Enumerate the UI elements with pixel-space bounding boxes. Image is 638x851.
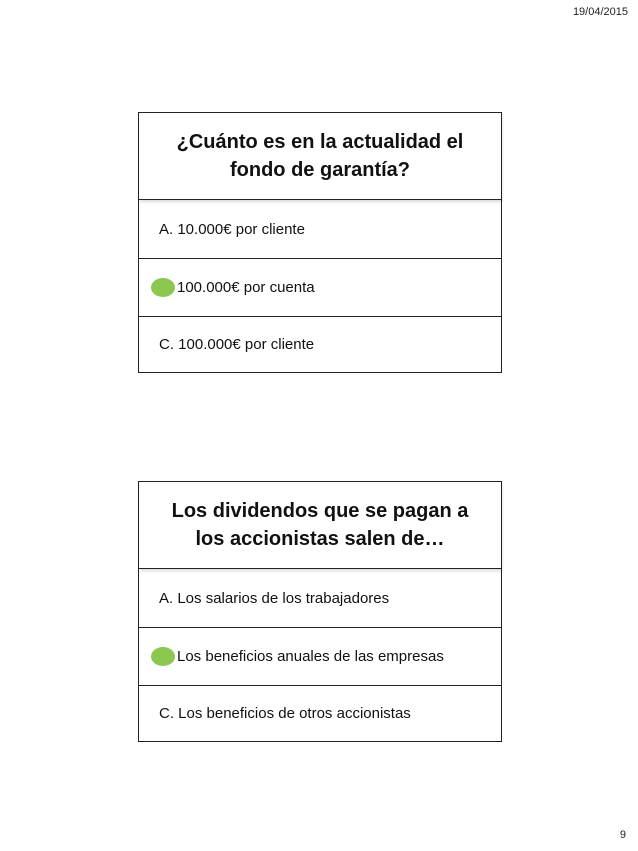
correct-answer-marker-icon bbox=[151, 647, 175, 666]
answer-option-b: Los beneficios anuales de las empresas bbox=[139, 627, 501, 685]
page-number: 9 bbox=[619, 829, 626, 841]
correct-answer-marker-icon bbox=[151, 278, 175, 297]
question-title: Los dividendos que se pagan a los accionistas salen de… bbox=[139, 481, 501, 569]
quiz-card-2 bbox=[138, 481, 502, 742]
answer-option-c: C. 100.000€ por cliente bbox=[139, 316, 501, 372]
answer-option-a: A. 10.000€ por cliente bbox=[159, 220, 305, 238]
quiz-card-1 bbox=[138, 112, 502, 373]
answer-option-a: A. Los salarios de los trabajadores bbox=[159, 589, 390, 607]
answer-option-b: 100.000€ por cuenta bbox=[139, 258, 501, 316]
answer-option-c: C. Los beneficios de otros accionistas bbox=[139, 685, 501, 741]
question-title: ¿Cuánto es en la actualidad el fondo de garantía? bbox=[139, 112, 501, 200]
slide-date: 19/04/2015 bbox=[572, 6, 628, 18]
